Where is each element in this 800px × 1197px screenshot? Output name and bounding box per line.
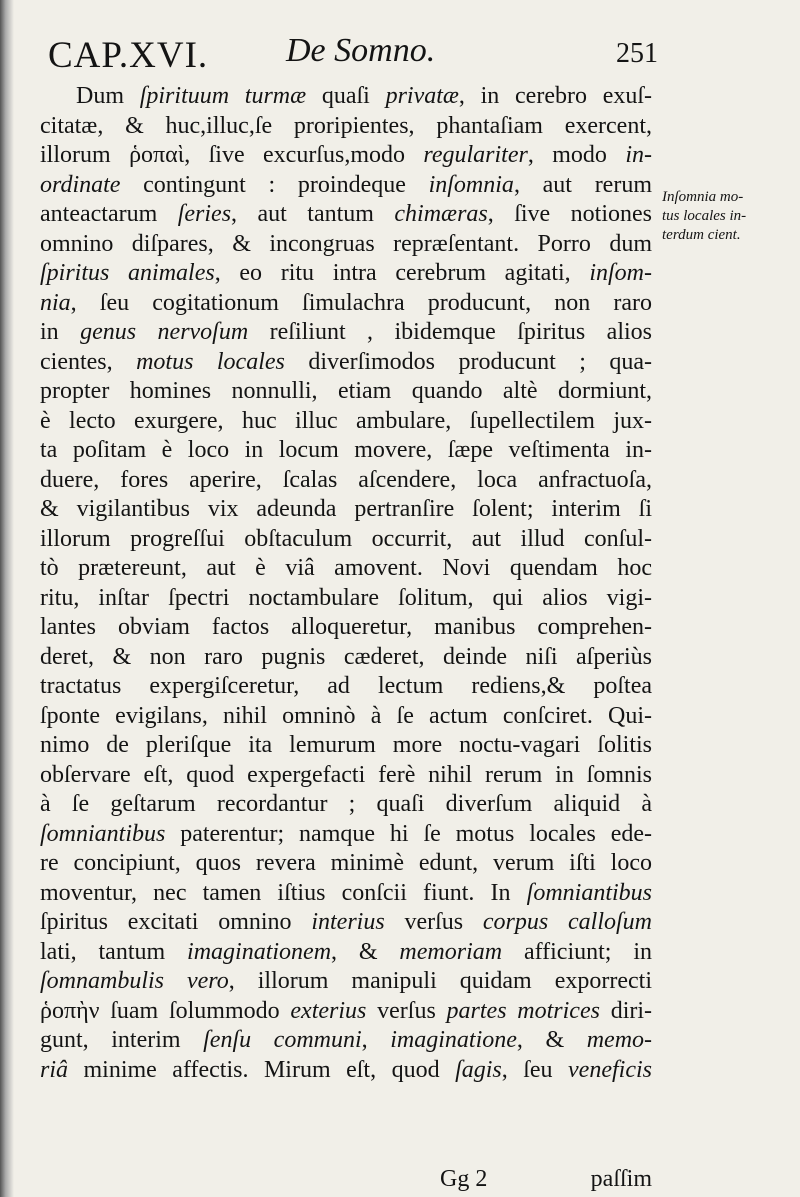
text-line [40,230,652,260]
text-line [40,466,652,496]
text-line [40,643,652,673]
signature-mark: Gg 2 [440,1166,488,1192]
page-gutter-shadow [0,0,14,1197]
text-line [40,348,652,378]
text-run: in [40,319,81,345]
text-line [40,377,652,407]
catchword: paſſim [590,1166,652,1192]
text-run: memo- [586,1027,653,1053]
text-run: in- [625,142,653,168]
text-run: partes motrices [446,997,600,1024]
text-run: , ſive notiones [487,201,652,227]
text-run: regulariter [423,142,528,168]
text-run: minime affectis. Mirum eſt, quod [68,1056,456,1083]
text-run: ſomnambulis vero [40,968,229,994]
text-line [40,820,652,850]
text-run: afficiunt; in [502,938,652,965]
text-run: anteactarum [40,201,178,227]
body-text [40,82,652,1085]
text-run: paterentur; namque hi ſe motus locales ede- [165,820,652,847]
text-run: omnino diſpares, & incongruas repræſentant. Porro dum [40,230,652,257]
text-run: ritu, inſtar ſpectri noctambulare ſolitum, qui alios vigi- [40,584,652,611]
text-line [40,879,652,909]
text-run: , & [331,938,400,965]
text-run: ordinate [40,171,121,198]
text-run: & vigilantibus vix adeunda pertranſire ſolent; interim ſi [40,496,652,522]
text-line [40,141,652,171]
text-run: , ſeu cogitationum ſimulachra producunt, non raro [70,289,652,316]
text-line [40,613,652,643]
running-title: De Somno. [286,32,436,69]
text-run: , aut rerum [513,171,652,198]
text-run: ſpiritus excitati omnino [40,909,312,935]
text-line [40,200,652,230]
text-run: interius [311,909,385,935]
text-line [40,259,652,289]
text-run: è lecto exurgere, huc illuc ambulare, ſupellectilem jux- [40,407,652,434]
text-run: corpus calloſum [482,909,653,935]
text-line [40,318,652,348]
text-run: chimæras [394,201,488,227]
text-run: gunt, interim [40,1027,204,1053]
text-run: riâ [40,1056,69,1083]
text-run: ῥοπὴν ſuam ſolummodo [40,997,291,1024]
text-run: deret, & non raro pugnis cæderet, deinde niſi aſperiùs [40,643,652,670]
text-run: à ſe geſtarum recordantur ; quaſi diverſum aliquid à [40,791,652,817]
text-run: lati, tantum [40,938,188,965]
text-line [40,554,652,584]
text-run: ſomniantibus [526,879,652,906]
text-line [40,112,652,142]
text-line [40,495,652,525]
text-run: genus nervoſum [80,319,249,345]
text-line [40,1026,652,1056]
text-run: ſagis [455,1056,502,1083]
text-run: re concipiunt, quos revera minimè edunt, verum iſti loco [40,850,652,876]
text-run: illorum ῥοπαὶ, ſive excurſus,modo [40,142,424,168]
text-run: , in cerebro exuſ- [458,83,652,109]
text-run: ſpiritus animales [40,260,215,286]
text-line [40,171,652,201]
text-run: citatæ, & huc,illuc,ſe proripientes, phantaſiam exercent, [40,112,652,139]
text-run: , modo [527,142,626,168]
text-run: , & [516,1027,587,1053]
text-run: propter homines nonnulli, etiam quando altè dormiunt, [40,378,652,404]
text-run: inſom- [589,260,653,286]
text-line [40,289,652,319]
text-run: , ſeu [501,1056,569,1083]
page-footer [440,1166,652,1194]
text-run: exterius [290,997,367,1024]
margin-note [662,188,798,245]
text-line [40,407,652,437]
text-run: memoriam [399,938,503,965]
text-run: nia [40,289,71,316]
text-run: , eo ritu intra cerebrum agitati, [214,260,590,286]
text-run: ſomniantibus [40,820,166,847]
text-run: verſus [366,997,447,1024]
text-run: nimo de pleriſque ita lemurum more noctu-vagari ſolitis [40,732,652,758]
text-line [40,849,652,879]
text-line [40,997,652,1027]
margin-note-line: tus locales in- [662,208,747,224]
page-number: 251 [616,38,658,69]
text-line [40,584,652,614]
text-run: privatæ [385,83,459,109]
text-run: quaſi [306,83,386,109]
text-run: cientes, [40,348,137,375]
text-run: ſpirituum turmæ [139,83,307,109]
text-run: tò prætereunt, aut è viâ amovent. Novi quendam hoc [40,555,652,581]
text-line [40,525,652,555]
text-line [40,1056,652,1086]
text-run: illorum progreſſui obſtaculum occurrit, aut illud conſul- [40,525,652,552]
chapter-heading: CAP.XVI. [48,35,209,76]
text-run: inſomnia [428,171,514,198]
margin-note-line: terdum cient. [662,227,741,243]
margin-note-line: Inſomnia mo- [662,189,744,205]
text-run: ſenſu communi [203,1027,362,1053]
text-run: diri- [599,997,653,1024]
text-line [40,908,652,938]
text-run: verſus [384,909,483,935]
text-line [40,82,652,112]
text-run: , aut tantum [231,201,395,227]
text-line [40,731,652,761]
text-run: imaginationem [187,938,332,965]
text-run: duere, fores aperire, ſcalas aſcendere, loca anfractuoſa, [40,466,652,493]
text-run: obſervare eſt, quod expergefacti ferè nihil rerum in ſomnis [40,761,652,788]
text-line [40,761,652,791]
text-run: contingunt : proindeque [120,171,429,198]
text-run: lantes obviam factos alloqueretur, manibus comprehen- [40,614,652,640]
text-line [40,702,652,732]
text-run: , [361,1027,391,1053]
text-run: ſponte evigilans, nihil omninò à ſe actum conſciret. Qui- [40,702,652,729]
text-run: reſiliunt , ibidemque ſpiritus alios [248,319,652,345]
running-header [48,34,658,84]
text-line [40,790,652,820]
text-line [40,672,652,702]
text-run: motus locales [136,348,285,375]
text-run: tractatus expergiſceretur, ad lectum rediens,& poſtea [40,673,652,699]
text-line [40,436,652,466]
text-line [40,938,652,968]
text-run: Dum [76,83,140,109]
text-run: , illorum manipuli quidam exporrecti [228,968,652,994]
text-run: veneficis [568,1056,652,1083]
text-run: moventur, nec tamen iſtius conſcii fiunt. In [40,879,527,906]
text-run: ſeries [177,201,232,227]
text-run: diverſimodos producunt ; qua- [284,348,652,375]
text-run: ta poſitam è loco in locum movere, ſæpe veſtimenta in- [40,437,652,463]
text-line [40,967,652,997]
text-run: imaginatione [390,1027,517,1053]
